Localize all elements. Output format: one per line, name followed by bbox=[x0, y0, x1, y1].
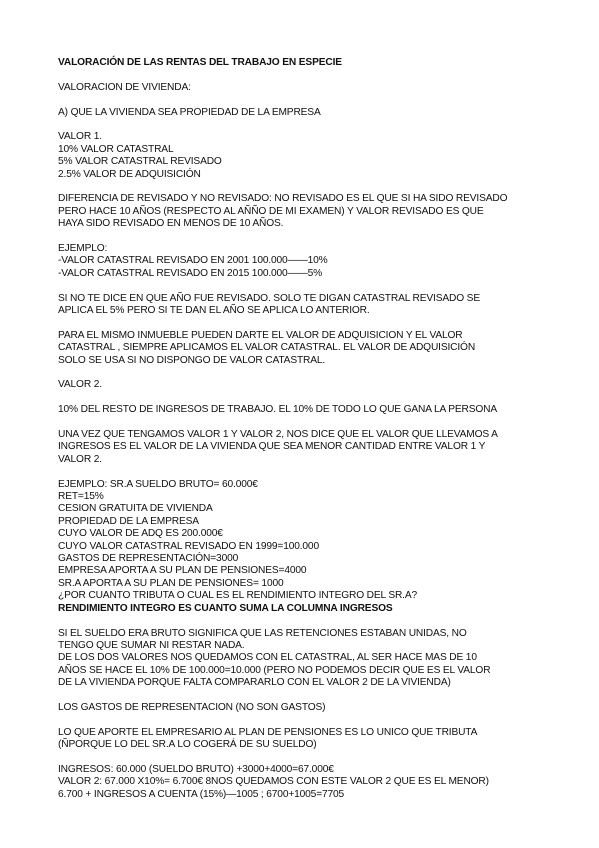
text-line: GASTOS DE REPRESENTACIÓN=3000 bbox=[58, 553, 239, 565]
text-line: DIFERENCIA DE REVISADO Y NO REVISADO: NO REVISADO ES EL QUE SI HA SIDO REVISADO bbox=[58, 193, 508, 205]
paragraph-gap bbox=[58, 280, 559, 292]
paragraph-gap bbox=[58, 181, 559, 193]
text-line: SR.A APORTA A SU PLAN DE PENSIONES= 1000 bbox=[58, 577, 284, 589]
paragraph bbox=[58, 107, 559, 119]
text-line: APLICA EL 5% PERO SI TE DAN EL AÑO SE APLICA LO ANTERIOR. bbox=[58, 305, 370, 317]
bold-text-line: RENDIMIENTO INTEGRO ES CUANTO SUMA LA COLUMNA INGRESOS bbox=[58, 602, 393, 614]
text-line: -VALOR CATASTRAL REVISADO EN 2001 100.000——10% bbox=[58, 255, 328, 267]
text-line: RET=15% bbox=[58, 491, 104, 503]
document-title: VALORACIÓN DE LAS RENTAS DEL TRABAJO EN ESPECIE bbox=[58, 57, 342, 68]
text-line: PERO HACE 10 AÑOS (RESPECTO AL AÑÑO DE MI EXAMEN) Y VALOR REVISADO ES QUE bbox=[58, 205, 484, 217]
text-line: EJEMPLO: SR.A SUELDO BRUTO= 60.000€ bbox=[58, 478, 258, 490]
text-line: INGRESOS ES EL VALOR DE LA VIVIENDA QUE SEA MENOR CANTIDAD ENTRE VALOR 1 Y bbox=[58, 441, 486, 453]
paragraph bbox=[58, 479, 559, 615]
text-line: UNA VEZ QUE TENGAMOS VALOR 1 Y VALOR 2, NOS DICE QUE EL VALOR QUE LLEVAMOS A bbox=[58, 429, 498, 441]
text-line: HAYA SIDO REVISADO EN MENOS DE 10 AÑOS. bbox=[58, 218, 284, 230]
text-line: DE LOS DOS VALORES NOS QUEDAMOS CON EL CATASTRAL, AL SER HACE MAS DE 10 bbox=[58, 652, 477, 664]
text-line: VALOR 2. bbox=[58, 453, 102, 465]
paragraph bbox=[58, 293, 559, 318]
paragraph-gap bbox=[58, 392, 559, 404]
paragraph bbox=[58, 628, 559, 690]
text-line: VALORACION DE VIVIENDA: bbox=[58, 81, 191, 93]
text-line: 6.700 + INGRESOS A CUENTA (15%)—1005 ; 6700+1005=7705 bbox=[58, 788, 345, 800]
paragraph bbox=[58, 764, 559, 801]
text-line: SOLO SE USA SI NO DISPONGO DE VALOR CATASTRAL. bbox=[58, 354, 326, 366]
paragraph bbox=[58, 702, 559, 714]
paragraph bbox=[58, 82, 559, 94]
text-line: DE LA VIVIENDA PORQUE FALTA COMPARARLO CON EL VALOR 2 DE LA VIVIENDA) bbox=[58, 677, 451, 689]
text-line: TENGO QUE SUMAR NI RESTAR NADA. bbox=[58, 639, 245, 651]
paragraph bbox=[58, 379, 559, 391]
text-line: SI EL SUELDO ERA BRUTO SIGNIFICA QUE LAS RETENCIONES ESTABAN UNIDAS, NO bbox=[58, 627, 467, 639]
text-line: VALOR 2: 67.000 X10%= 6.700€ 8NOS QUEDAMOS CON ESTE VALOR 2 QUE ES EL MENOR) bbox=[58, 776, 489, 788]
text-line: CUYO VALOR DE ADQ ES 200.000€ bbox=[58, 528, 223, 540]
paragraph-gap bbox=[58, 367, 559, 379]
paragraph bbox=[58, 243, 559, 280]
paragraph-gap bbox=[58, 317, 559, 329]
text-line: 10% VALOR CATASTRAL bbox=[58, 143, 174, 155]
paragraph-gap bbox=[58, 417, 559, 429]
paragraph bbox=[58, 330, 559, 367]
text-line: -VALOR CATASTRAL REVISADO EN 2015 100.000——5% bbox=[58, 267, 323, 279]
paragraph bbox=[58, 131, 559, 181]
text-line: VALOR 2. bbox=[58, 379, 102, 391]
paragraph bbox=[58, 429, 559, 466]
text-line: INGRESOS: 60.000 (SUELDO BRUTO) +3000+4000=67.000€ bbox=[58, 763, 334, 775]
text-line: AÑOS SE HACE EL 10% DE 100.000=10.000 (PERO NO PODEMOS DECIR QUE ES EL VALOR bbox=[58, 664, 491, 676]
paragraph-gap bbox=[58, 231, 559, 243]
text-line: 10% DEL RESTO DE INGRESOS DE TRABAJO. EL 10% DE TODO LO QUE GANA LA PERSONA bbox=[58, 404, 498, 416]
text-line: CATASTRAL , SIEMPRE APLICAMOS EL VALOR CATASTRAL. EL VALOR DE ADQUISICIÓN bbox=[58, 342, 476, 354]
paragraph-gap bbox=[58, 94, 559, 106]
document-body bbox=[58, 82, 559, 801]
text-line: SI NO TE DICE EN QUE AÑO FUE REVISADO. SOLO TE DIGAN CATASTRAL REVISADO SE bbox=[58, 292, 480, 304]
text-line: (ÑPORQUE LO DEL SR.A LO COGERÁ DE SU SUELDO) bbox=[58, 739, 317, 751]
text-line: A) QUE LA VIVIENDA SEA PROPIEDAD DE LA EMPRESA bbox=[58, 106, 321, 118]
text-line: EJEMPLO: bbox=[58, 243, 108, 255]
paragraph-gap bbox=[58, 752, 559, 764]
paragraph-gap bbox=[58, 119, 559, 131]
text-line: LO QUE APORTE EL EMPRESARIO AL PLAN DE PENSIONES ES LO UNICO QUE TRIBUTA bbox=[58, 726, 478, 738]
paragraph-gap bbox=[58, 714, 559, 726]
paragraph-gap bbox=[58, 466, 559, 478]
paragraph-gap bbox=[58, 615, 559, 627]
text-line: CUYO VALOR CATASTRAL REVISADO EN 1999=100.000 bbox=[58, 540, 319, 552]
text-line: PARA EL MISMO INMUEBLE PUEDEN DARTE EL VALOR DE ADQUISICION Y EL VALOR bbox=[58, 329, 463, 341]
text-line: ¿POR CUANTO TRIBUTA O CUAL ES EL RENDIMIENTO INTEGRO DEL SR.A? bbox=[58, 590, 418, 602]
text-line: VALOR 1. bbox=[58, 131, 102, 143]
paragraph bbox=[58, 193, 559, 230]
paragraph bbox=[58, 404, 559, 416]
text-line: 2.5% VALOR DE ADQUISICIÓN bbox=[58, 168, 201, 180]
text-line: CESION GRATUITA DE VIVIENDA bbox=[58, 503, 213, 515]
text-line: EMPRESA APORTA A SU PLAN DE PENSIONES=4000 bbox=[58, 565, 307, 577]
text-line: PROPIEDAD DE LA EMPRESA bbox=[58, 515, 199, 527]
paragraph-gap bbox=[58, 690, 559, 702]
text-line: LOS GASTOS DE REPRESENTACION (NO SON GASTOS) bbox=[58, 701, 326, 713]
paragraph bbox=[58, 727, 559, 752]
text-line: 5% VALOR CATASTRAL REVISADO bbox=[58, 156, 222, 168]
